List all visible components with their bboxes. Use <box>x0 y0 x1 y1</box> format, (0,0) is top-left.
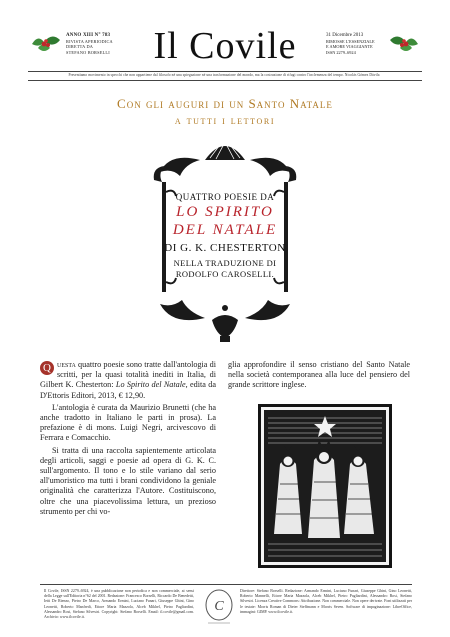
divider <box>28 80 422 81</box>
cover-translator-line: NELLA TRADUZIONE DI <box>173 258 277 268</box>
divider <box>40 584 412 585</box>
masthead-title: Il Covile <box>153 25 297 67</box>
drop-cap: Q <box>40 361 54 375</box>
holly-icon <box>30 30 62 56</box>
text: , edita da D'Ettoris Editori, 2013, € 12,90. <box>40 380 216 400</box>
footer-credits: Il Covile, ISSN 2279–6924, è una pubblicazione non periodica e non commerciale, ai sensi della Legge sull'Editoria n°62 del 2001. Redazione: Francesco Borselli, Riccardo De Benedetti, Ietti De Rienzo, Pietro De Marco, Armando Ermini, Luciano Funari, Giuseppe Ghini, Gino Leonetti, Roberto Manfredi, Ettore Maria Mazzola, Alceb Mikhel, Pietro Pagliardini, Alessandro Rosi, Stefano Silvestri. Copyright: Stefano Borselli. Email: il.covile@gmail.com. Archivio: www.ilcovile.it. <box>44 589 194 620</box>
masthead-right <box>326 33 406 55</box>
greeting-line: Con gli auguri di un Santo Natale <box>117 96 333 111</box>
book-title: Lo Spirito del Natale <box>115 380 186 390</box>
masthead-right-line: RIMOSSE L'ESSENZIALE <box>326 38 375 44</box>
paragraph: Si tratta di una raccolta sapientemente articolata degli articoli, saggi e poesie ad opera di G. K. C. sull'argomento. Il tono e lo stile variano dal serio all'umoristico ma tutti i brani condividono la geniale originalità che caratterizza l'Autore. Costituiscono, oltre che una piacevolissima lettura, un prezioso strumento per chi vo- <box>40 445 216 516</box>
paragraph <box>40 360 216 401</box>
lead-word: uesta <box>57 360 76 369</box>
paragraph: glia approfondire il senso cristiano del Santo Natale nella società contemporanea alla luce del pensiero del grande scrittore inglese. <box>228 360 410 390</box>
text: quattro poesie sono tratte dall'antologia di scritti, per la quasi totalità inediti in Italia, di Gilbert K. Chesterton: <box>40 360 216 390</box>
covile-logo-icon <box>202 587 236 627</box>
motto: Presentiamo movimento in specchi che non appartiene dal filosofo né una spiegazione né una trasformazione del mondo, ma la costruzione di rifugi contro l'inclemenza del tempo. Nicolás Gómez Dávila <box>68 73 380 77</box>
greeting-line: a tutti i lettori <box>174 115 276 127</box>
issue-date: 31 Dicembre 2013 <box>326 33 364 38</box>
cover-subtitle: QUATTRO POESIE DA <box>175 192 275 202</box>
footer-legal: Direttore: Stefano Borselli. Redazione: Armando Ermini, Luciano Funari, Giuseppe Ghini, Gino Leonetti, Roberto Mannelli, Ettore Maria Mazzola, Alceb Mikhel, Pietro Pagliardini, Alessandro Rosi, Stefano Silvestri. Licenza Creative Commons: Attribuzione. Non commerciale. Non opere derivate. Font utilizzati per le testate: Morris Roman di Dieter Steffmann e Morris Seven. Software di impaginazione: LibreOffice, immagini: GIMP. www.ilcovile.it. <box>240 589 412 614</box>
masthead-right-line: E AMORE VIAGGIANTE <box>326 44 373 50</box>
cover-frame <box>150 132 300 344</box>
cover-title: LO SPIRITO <box>176 204 274 220</box>
masthead-left-line: DIRETTA DA <box>66 44 94 50</box>
cover-author: DI G. K. CHESTERTON <box>164 242 286 254</box>
issue-number: ANNO XIII N° 783 <box>66 33 111 38</box>
masthead-left-line: RIVISTA APERIODICA <box>66 38 113 44</box>
svg-text:C: C <box>214 599 224 614</box>
paragraph: L'antologia è curata da Maurizio Brunetti (che ha anche tradotto in Italiano le parti in prosa). La prefazione è di mons. Luigi Negri, arcivescovo di Ferrara e Comacchio. <box>40 402 216 443</box>
cover-title: DEL NATALE <box>172 222 278 238</box>
masthead-left-line: STEFANO BORSELLI <box>66 49 110 55</box>
masthead-right-line: ISSN 2279–6924 <box>326 49 356 55</box>
masthead-left <box>66 33 126 55</box>
article-column <box>40 360 216 517</box>
article-column <box>228 360 410 391</box>
magi-woodcut-image <box>258 404 392 568</box>
divider <box>28 71 422 72</box>
cover-translator-name: RODOLFO CAROSELLI. <box>175 269 275 279</box>
